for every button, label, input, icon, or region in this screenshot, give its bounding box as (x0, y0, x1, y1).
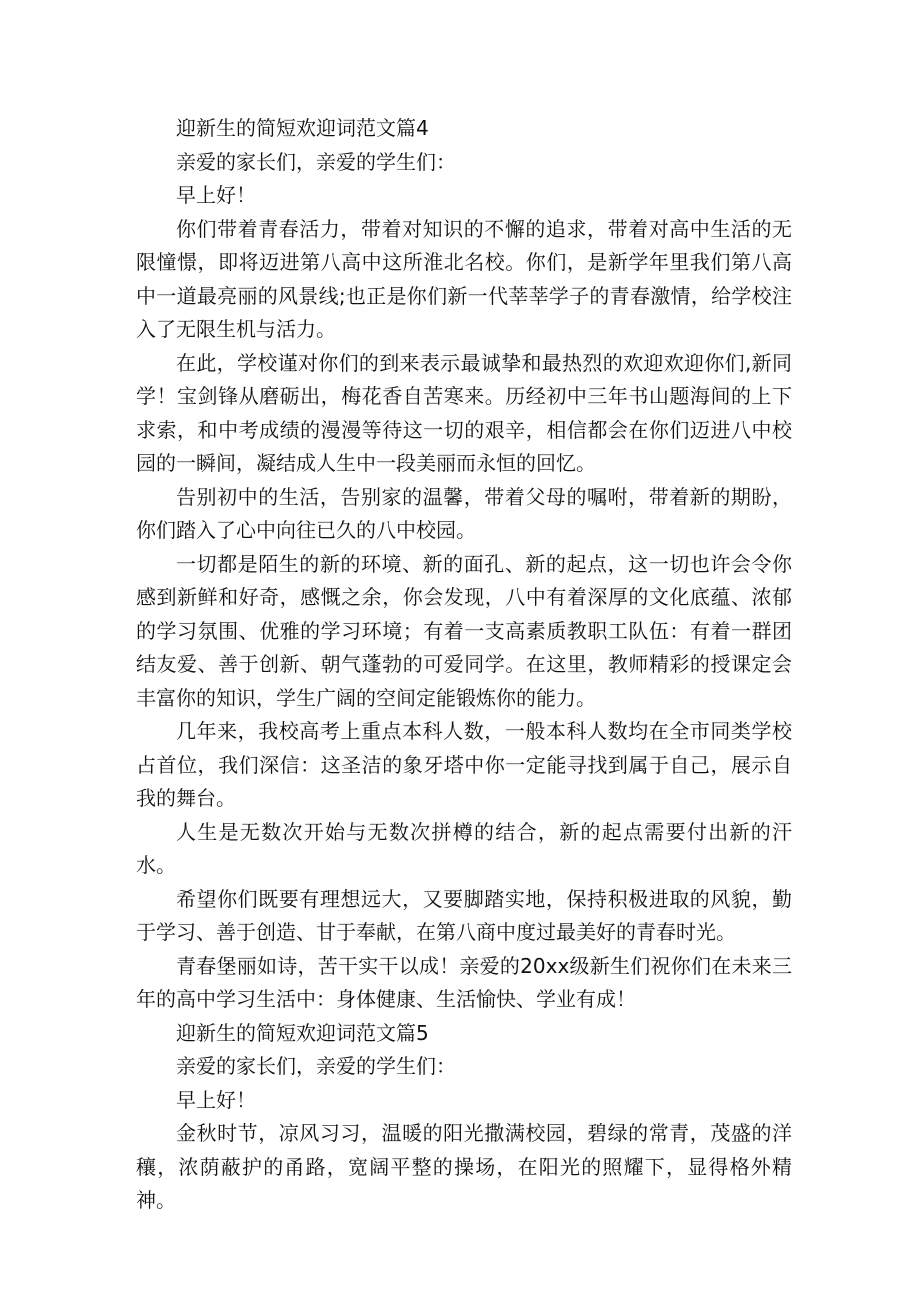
body-paragraph: 一切都是陌生的新的环境、新的面孔、新的起点，这一切也许会令你感到新鲜和好奇，感慨之余，你会发现，八中有着深厚的文化底蕴、浓郁的学习氛围、优雅的学习环境；有着一支高素质教职工队伍：有着一群团结友爱、善于创新、朝气蓬勃的可爱同学。在这里，教师精彩的授课定会丰富你的知识，学生广阔的空间定能锻炼你的能力。 (136, 551, 792, 710)
body-paragraph: 你们带着青春活力，带着对知识的不懈的追求，带着对高中生活的无限憧憬，即将迈进第八高中这所淮北名校。你们，是新学年里我们第八高中一道最亮丽的风景线;也正是你们新一代莘莘学子的青春激情，给学校注入了无限生机与活力。 (136, 216, 792, 341)
body-paragraph: 希望你们既要有理想远大，又要脚踏实地，保持积极进取的风貌，勤于学习、善于创造、甘于奉献，在第八商中度过最美好的青春时光。 (136, 886, 792, 944)
greeting: 早上好！ (176, 1087, 256, 1112)
body-paragraph: 金秋时节，凉风习习，温暖的阳光撒满校园，碧绿的常青，茂盛的洋穰，浓荫蔽护的甬路，宽阔平整的操场，在阳光的照耀下，显得格外精神。 (136, 1121, 792, 1212)
body-paragraph: 在此，学校谨对你们的到来表示最诚挚和最热烈的欢迎欢迎你们,新同学！宝剑锋从磨砺出，梅花香自苦寒来。历经初中三年书山题海间的上下求索，和中考成绩的漫漫等待这一切的艰辛，相信都会在你们迈进八中校园的一瞬间，凝结成人生中一段美丽而永恒的回忆。 (136, 350, 792, 475)
body-paragraph: 青春堡丽如诗，苦干实干以成！亲爱的20xx级新生们祝你们在未来三年的高中学习生活中：身体健康、生活愉快、学业有成！ (136, 953, 792, 1011)
body-paragraph: 人生是无数次开始与无数次拼樽的结合，新的起点需要付出新的汗水。 (136, 819, 792, 877)
salutation: 亲爱的家长们，亲爱的学生们： (176, 1054, 456, 1078)
section-heading: 迎新生的简短欢迎词范文篇4 (176, 116, 429, 140)
document-body (136, 112, 792, 1218)
section-heading: 迎新生的简短欢迎词范文篇5 (176, 1020, 429, 1045)
body-paragraph: 几年来，我校高考上重点本科人数，一般本科人数均在全市同类学校占首位，我们深信：这圣洁的象牙塔中你一定能寻找到属于自己，展示自我的舞台。 (136, 719, 792, 810)
greeting: 早上好！ (176, 183, 256, 207)
salutation: 亲爱的家长们，亲爱的学生们： (176, 149, 456, 174)
body-paragraph: 告别初中的生活，告别家的温馨，带着父母的嘱咐，带着新的期盼，你们踏入了心中向往已久的八中校园。 (136, 484, 792, 542)
